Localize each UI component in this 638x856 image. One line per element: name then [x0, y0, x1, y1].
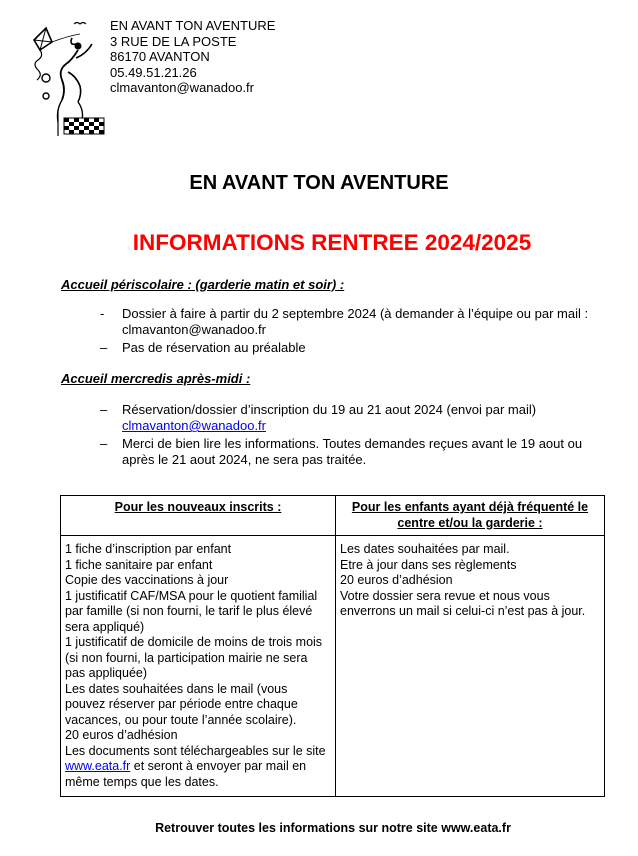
section-heading-periscolaire: Accueil périscolaire : (garderie matin et soir) : — [61, 277, 345, 292]
list-item: 1 fiche d’inscription par enfant — [65, 542, 232, 556]
bullet-dash: – — [100, 436, 108, 451]
bullet-dash: - — [100, 306, 105, 321]
periscolaire-list — [96, 306, 606, 358]
download-text-suffix: et seront à envoyer par mail en même temps que les dates. — [65, 759, 307, 789]
bullet-dash: – — [100, 402, 108, 417]
list-item-text: Réservation/dossier d’inscription du 19 au 21 aout 2024 (envoi par mail) — [122, 402, 537, 417]
list-item-text: Merci de bien lire les informations. Toutes demandes reçues avant le 19 aout ou après le 21 aout 2024, ne sera pas traitée. — [122, 436, 583, 467]
mercredis-list — [96, 402, 606, 470]
website-link[interactable]: www.eata.fr — [65, 759, 131, 773]
list-item — [96, 306, 606, 338]
section-heading-mercredis: Accueil mercredis après-midi : — [61, 371, 251, 386]
bird-icon — [74, 23, 86, 25]
column-header-new: Pour les nouveaux inscrits : — [61, 496, 336, 536]
list-item: Etre à jour dans ses règlements — [340, 557, 517, 572]
download-text-prefix: Les documents sont téléchargeables sur le site — [65, 743, 326, 758]
list-item — [96, 436, 606, 468]
list-item — [96, 402, 606, 434]
city-postcode: 86170 AVANTON — [110, 49, 210, 64]
column-header-returning: Pour les enfants ayant déjà fréquenté le centre et/ou la garderie : — [336, 496, 605, 536]
org-name: EN AVANT TON AVENTURE — [110, 18, 276, 33]
table-cell-returning — [336, 536, 605, 797]
list-item: 1 justificatif CAF/MSA pour le quotient familial par famille (si non fourni, le tarif le plus élevé sera appliqué) — [65, 588, 318, 634]
kite-icon — [34, 28, 80, 80]
list-item — [65, 744, 331, 791]
list-item: 20 euros d’adhésion — [340, 573, 453, 587]
figure-icon — [42, 38, 92, 122]
list-item: Votre dossier sera revue et nous vous enverrons un mail si celui-ci n’est pas à jour. — [340, 588, 586, 618]
logo-illustration — [28, 14, 108, 138]
requirements-table — [60, 495, 605, 797]
list-item-text: Dossier à faire à partir du 2 septembre 2024 (à demander à l’équipe ou par mail : clmavanton@wanadoo.fr — [122, 306, 589, 337]
list-item — [96, 340, 606, 356]
address-block — [110, 18, 275, 96]
list-item: 1 justificatif de domicile de moins de trois mois (si non fourni, la participation mairie ne sera pas appliquée) — [65, 635, 323, 680]
document-subtitle: INFORMATIONS RENTREE 2024/2025 — [132, 230, 532, 255]
list-item: Les dates souhaitées dans le mail (vous pouvez réserver par période entre chaque vacances, ou pour toute l’année scolaire). — [65, 681, 298, 727]
list-item: 20 euros d’adhésion — [65, 728, 178, 742]
phone-number: 05.49.51.21.26 — [110, 64, 197, 80]
checkered-flag-icon — [58, 110, 104, 136]
bullet-dash: – — [100, 340, 108, 355]
email-address: clmavanton@wanadoo.fr — [110, 80, 254, 95]
email-link[interactable]: clmavanton@wanadoo.fr — [122, 418, 266, 433]
list-item: Les dates souhaitées par mail. — [340, 542, 510, 556]
table-cell-new — [61, 536, 336, 797]
list-item: 1 fiche sanitaire par enfant — [65, 557, 213, 572]
list-item: Copie des vaccinations à jour — [65, 573, 229, 587]
table-header-row — [61, 496, 605, 536]
table-row — [61, 536, 605, 797]
footer-note: Retrouver toutes les informations sur notre site www.eata.fr — [155, 821, 511, 835]
list-item-text: Pas de réservation au préalable — [122, 340, 306, 355]
street-address: 3 RUE DE LA POSTE — [110, 33, 237, 49]
document-title: EN AVANT TON AVENTURE — [189, 172, 449, 194]
